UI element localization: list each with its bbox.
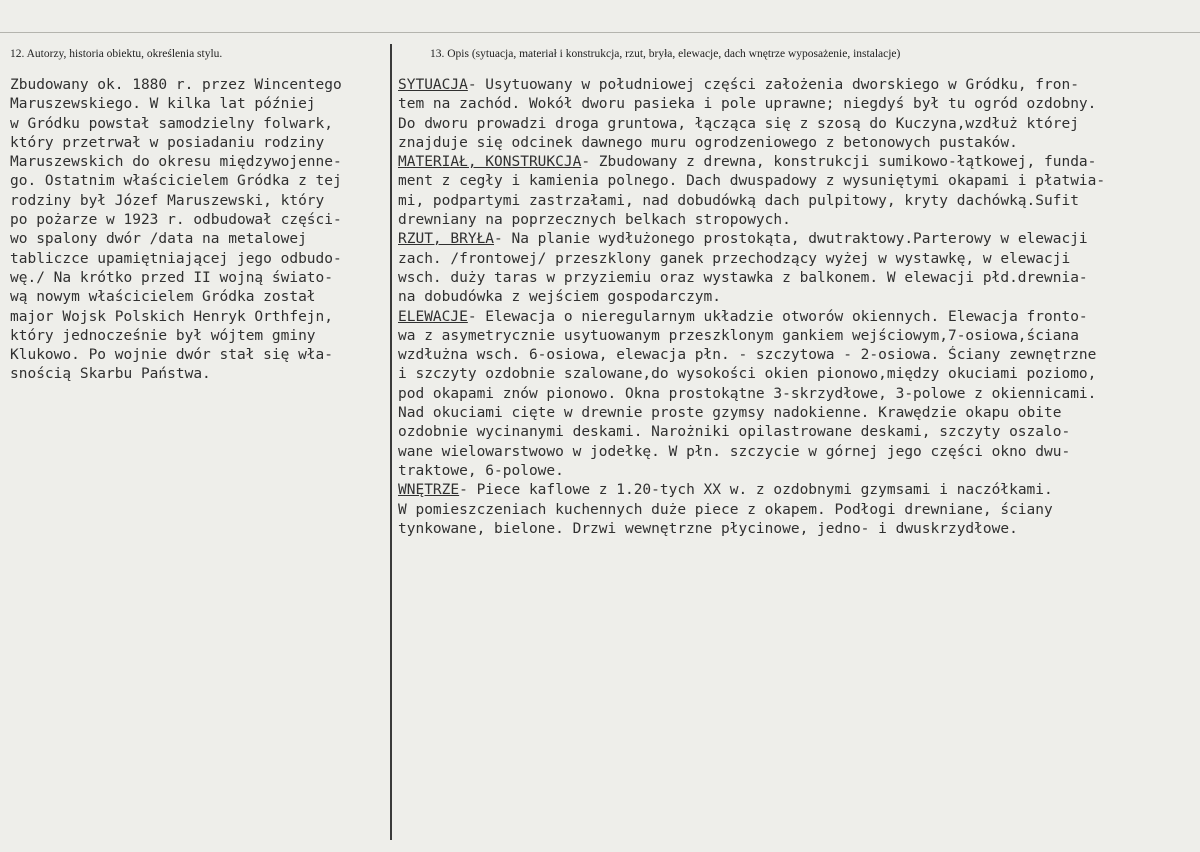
description-line: [398, 462, 1198, 481]
history-line: wą nowym właścicielem Gródka został: [10, 289, 316, 306]
history-line: który jednocześnie był wójtem gminy: [10, 327, 316, 344]
history-text: [10, 76, 388, 385]
description-line: [398, 192, 1198, 211]
history-line: wę./ Na krótko przed II wojną świato-: [10, 269, 334, 286]
section-13-header: 13. Opis (sytuacja, materiał i konstrukcja, rzut, bryła, elewacje, dach wnętrze wyposażenie, instalacje): [430, 48, 901, 60]
history-line: go. Ostatnim właścicielem Gródka z tej: [10, 173, 342, 190]
column-divider: [390, 44, 392, 840]
description-text-span: wane wielowarstwowo w jodełkę. W płn. szczycie w górnej jego części okno dwu-: [398, 443, 1071, 460]
description-text-span: ment z cegły i kamienia polnego. Dach dwuspadowy z wysuniętymi okapami i płatwia-: [398, 173, 1106, 190]
description-line: [398, 95, 1198, 114]
history-line: Klukowo. Po wojnie dwór stał się wła-: [10, 347, 334, 364]
description-text-span: Do dworu prowadzi droga gruntowa, łącząca się z szosą do Kuczyna,wzdłuż której: [398, 115, 1079, 132]
description-text-span: traktowe, 6-polowe.: [398, 462, 564, 479]
description-line: [398, 288, 1198, 307]
description-line: [398, 443, 1198, 462]
description-line: [398, 308, 1198, 327]
history-line: snością Skarbu Państwa.: [10, 366, 211, 383]
description-line: [398, 481, 1198, 500]
description-line: [398, 76, 1198, 95]
description-text-span: tynkowane, bielone. Drzwi wewnętrzne płycinowe, jedno- i dwuskrzydłowe.: [398, 520, 1018, 537]
description-line: [398, 423, 1198, 442]
description-line: [398, 404, 1198, 423]
section-heading: SYTUACJA: [398, 77, 468, 93]
history-line: rodziny był Józef Maruszewski, który: [10, 192, 325, 209]
description-text-span: zach. /frontowej/ przeszklony ganek przechodzący wyżej w wystawkę, w elewacji: [398, 250, 1071, 267]
description-text-span: drewniany na poprzecznych belkach stropowych.: [398, 212, 791, 229]
description-text-span: Nad okuciami cięte w drewnie proste gzymsy nadokienne. Krawędzie okapu obite: [398, 405, 1062, 422]
description-text-span: - Piece kaflowe z 1.20-tych XX w. z ozdobnymi gzymsami i naczółkami.: [459, 482, 1053, 499]
history-line: który przetrwał w posiadaniu rodziny: [10, 134, 325, 151]
section-heading: RZUT, BRYŁA: [398, 231, 495, 248]
description-line: [398, 501, 1198, 520]
description-text-span: wsch. duży taras w przyziemiu oraz wystawka z balkonem. W elewacji płd.drewnia-: [398, 269, 1088, 286]
history-line: tabliczce upamiętniającej jego odbudo-: [10, 250, 342, 267]
description-line: [398, 385, 1198, 404]
top-rule: [0, 32, 1200, 33]
history-line: Zbudowany ok. 1880 r. przez Wincentego: [10, 77, 342, 93]
description-line: [398, 230, 1198, 249]
history-line: wo spalony dwór /data na metalowej: [10, 231, 307, 248]
description-text-span: - Na planie wydłużonego prostokąta, dwutraktowy.Parterowy w elewacji: [494, 231, 1088, 248]
description-text-span: wa z asymetrycznie usytuowanym przeszklonym gankiem wejściowym,7-osiowa,ściana: [398, 327, 1079, 344]
description-line: [398, 172, 1198, 191]
description-text-span: - Elewacja o nieregularnym układzie otworów okiennych. Elewacja fronto-: [467, 308, 1088, 325]
description-line: [398, 153, 1198, 172]
description-text-span: tem na zachód. Wokół dworu pasieka i pole uprawne; niegdyś był tu ogród ozdobny.: [398, 96, 1097, 113]
description-line: [398, 134, 1198, 153]
history-line: po pożarze w 1923 r. odbudował części-: [10, 212, 342, 229]
history-line: w Gródku powstał samodzielny folwark,: [10, 115, 334, 132]
description-text-span: - Usytuowany w południowej części założenia dworskiego w Gródku, fron-: [467, 77, 1079, 93]
description-text-span: mi, podpartymi zastrzałami, nad dobudówką dach pulpitowy, kryty dachówką.Sufit: [398, 192, 1079, 209]
section-heading: ELEWACJE: [398, 308, 468, 325]
description-line: [398, 346, 1198, 365]
description-line: [398, 269, 1198, 288]
description-text-span: pod okapami znów pionowo. Okna prostokątne 3-skrzydłowe, 3-polowe z okiennicami.: [398, 385, 1097, 402]
description-text-span: wzdłużna wsch. 6-osiowa, elewacja płn. - szczytowa - 2-osiowa. Ściany zewnętrzne: [398, 347, 1097, 364]
description-line: [398, 520, 1198, 539]
section-heading: MATERIAŁ, KONSTRUKCJA: [398, 154, 582, 171]
description-line: [398, 211, 1198, 230]
history-line: major Wojsk Polskich Henryk Orthfejn,: [10, 308, 334, 325]
description-text: [398, 76, 1198, 539]
history-line: Maruszewskich do okresu międzywojenne-: [10, 154, 342, 171]
description-line: [398, 250, 1198, 269]
section-12-header: 12. Autorzy, historia obiektu, określenia stylu.: [10, 48, 223, 60]
history-line: Maruszewskiego. W kilka lat później: [10, 96, 316, 113]
description-text-span: i szczyty ozdobnie szalowane,do wysokości okien pionowo,między okuciami poziomo,: [398, 366, 1097, 383]
description-text-span: na dobudówka z wejściem gospodarczym.: [398, 289, 722, 306]
description-line: [398, 327, 1198, 346]
description-text-span: ozdobnie wycinanymi deskami. Narożniki opilastrowane deskami, szczyty oszalo-: [398, 424, 1071, 441]
description-line: [398, 115, 1198, 134]
description-line: [398, 365, 1198, 384]
description-text-span: W pomieszczeniach kuchennych duże piece z okapem. Podłogi drewniane, ściany: [398, 501, 1053, 518]
section-heading: WNĘTRZE: [398, 482, 460, 499]
description-text-span: - Zbudowany z drewna, konstrukcji sumikowo-łątkowej, funda-: [581, 154, 1097, 171]
description-text-span: znajduje się odcinek dawnego muru ogrodzeniowego z betonowych pustaków.: [398, 134, 1018, 151]
